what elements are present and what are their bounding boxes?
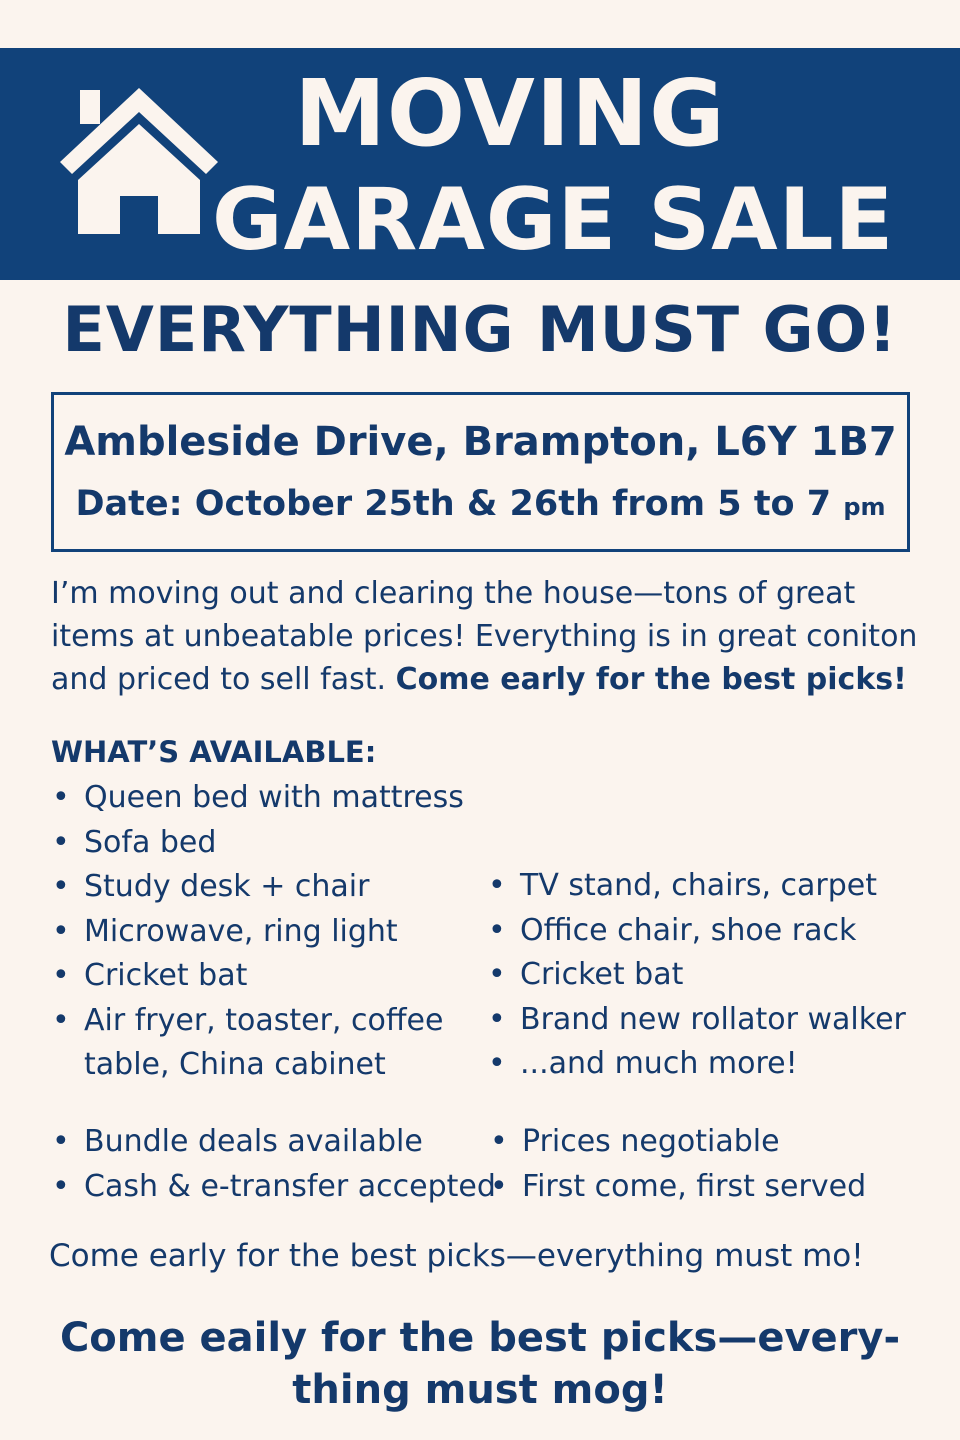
list-item-line: table, China cabinet — [84, 1047, 386, 1082]
intro-text: I’m moving out and clearing the house—tons of great items at unbeatable prices! Everything is in great coniton and priced to sell fast. — [51, 576, 918, 697]
intro-emphasis: Come early for the best picks! — [395, 662, 907, 697]
final-callout — [0, 1312, 960, 1416]
list-item: • Microwave, ring light — [52, 910, 464, 955]
list-item: • First come, first served — [490, 1165, 866, 1210]
event-time-suffix: pm — [843, 493, 886, 521]
terms-list-left — [52, 1120, 496, 1209]
list-item: • Prices negotiable — [490, 1120, 866, 1165]
final-callout-line-1: Come eaily for the best picks—every- — [59, 1315, 901, 1361]
list-item: • Cricket bat — [52, 954, 464, 999]
list-item — [52, 999, 464, 1088]
available-heading: WHAT’S AVAILABLE: — [51, 735, 377, 769]
subheadline: EVERYTHING MUST GO! — [62, 293, 898, 366]
event-date — [54, 481, 907, 530]
event-details-box — [51, 392, 910, 552]
intro-paragraph — [51, 572, 931, 701]
title-line-1: MOVING — [294, 60, 726, 167]
list-item: • Office chair, shoe rack — [488, 909, 906, 954]
available-list-left — [52, 776, 464, 1088]
final-callout-line-2: thing must mog! — [292, 1367, 668, 1413]
list-item: • TV stand, chairs, carpet — [488, 864, 906, 909]
title-line-2: GARAGE SALE — [212, 170, 895, 270]
list-item: • Study desk + chair — [52, 865, 464, 910]
closing-line: Come early for the best picks—everything must mo! — [49, 1238, 864, 1274]
available-list-right — [488, 864, 906, 1087]
list-item: • Bundle deals available — [52, 1120, 496, 1165]
list-item: • Sofa bed — [52, 821, 464, 866]
list-item: • Cash & e-transfer accepted — [52, 1165, 496, 1210]
address: Ambleside Drive, Brampton, L6Y 1B7 — [64, 419, 897, 465]
list-item: • Brand new rollator walker — [488, 998, 906, 1043]
list-item-line: Air fryer, toaster, coffee — [84, 1002, 444, 1038]
header-banner — [0, 48, 960, 280]
list-item: • Cricket bat — [488, 953, 906, 998]
list-item: • Queen bed with mattress — [52, 776, 464, 821]
list-item: • ...and much more! — [488, 1042, 906, 1087]
event-date-text: Date: October 25th & 26th from 5 to 7 — [75, 484, 832, 524]
terms-list-right — [490, 1120, 866, 1209]
